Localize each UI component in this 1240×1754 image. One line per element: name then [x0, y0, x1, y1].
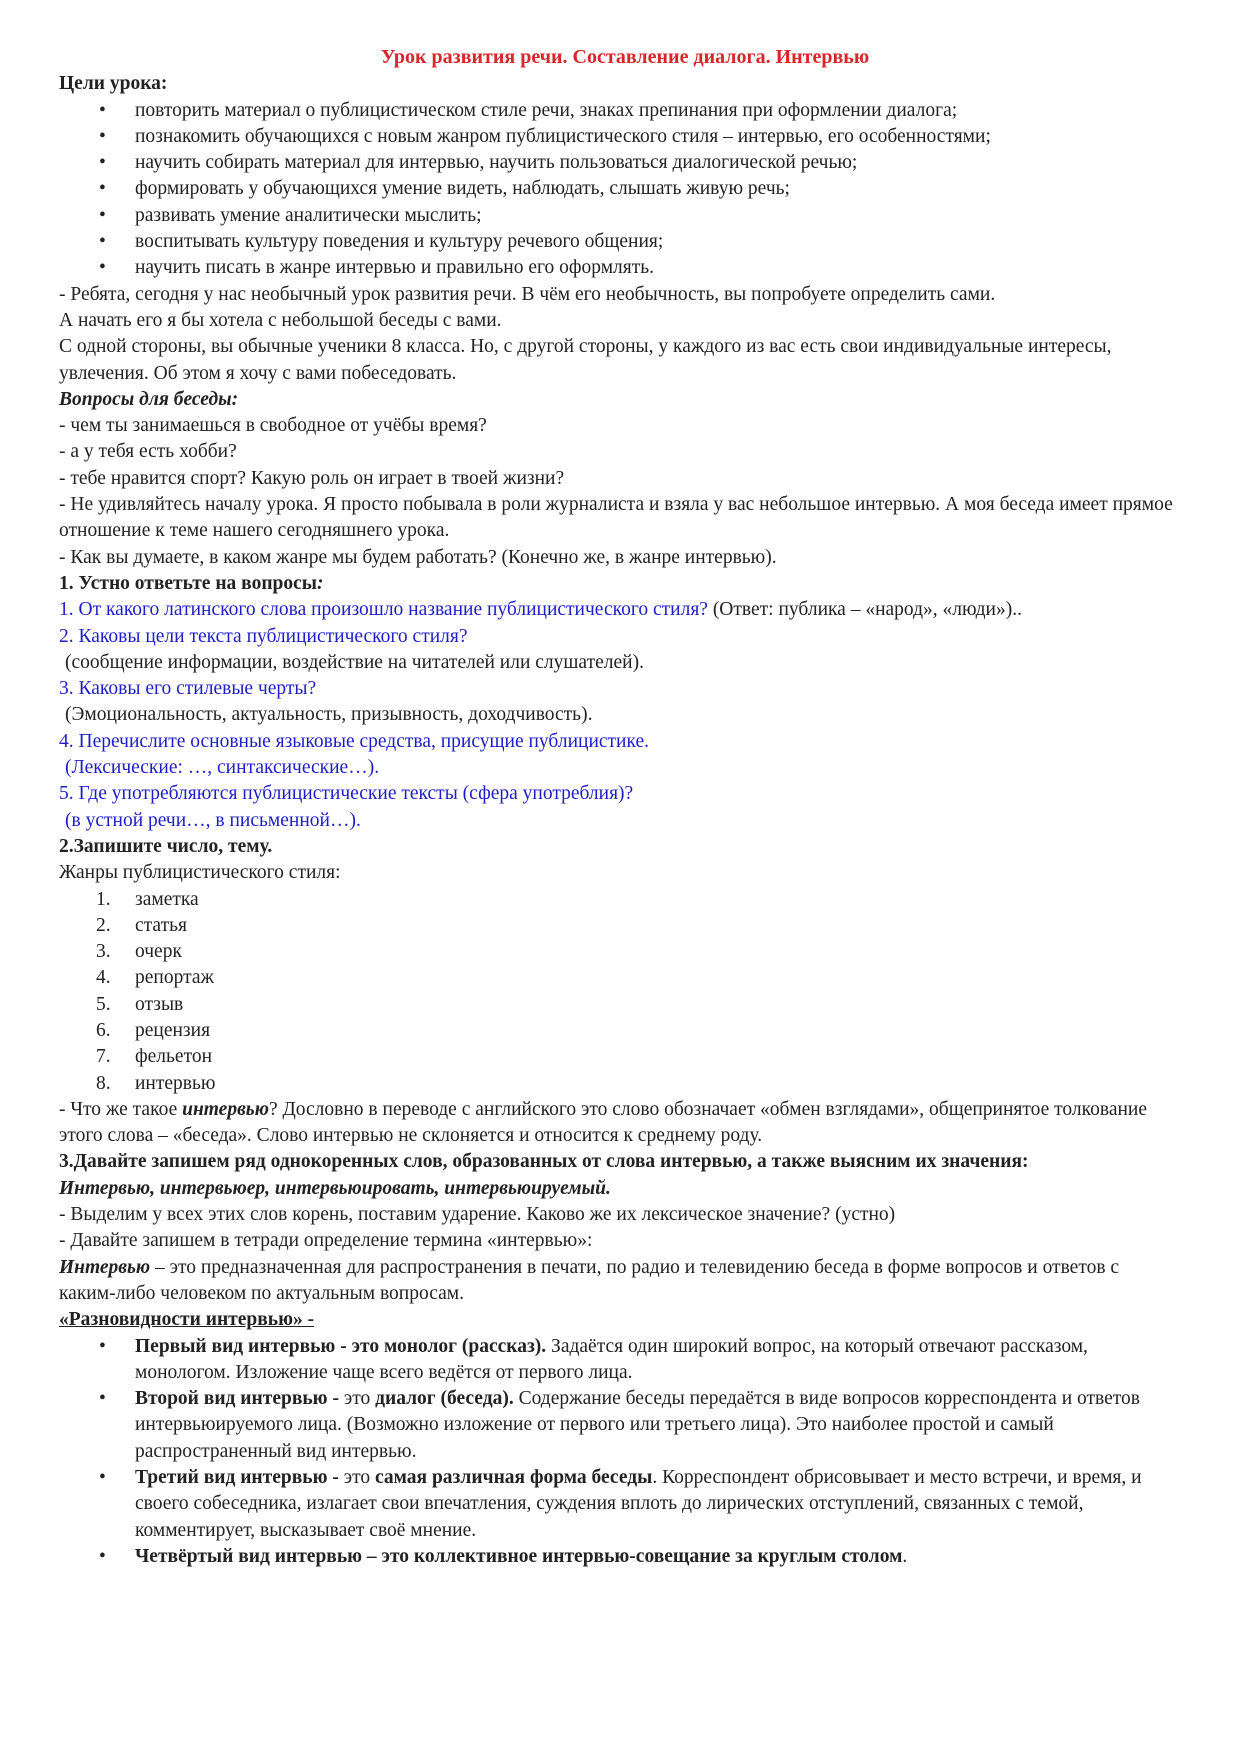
kinds-heading: «Разновидности интервью» - [59, 1309, 315, 1331]
conversation-question: - а у тебя есть хобби? [59, 441, 237, 463]
term: интервью [182, 1098, 269, 1120]
list-number: 5. [96, 993, 111, 1015]
list-item: • познакомить обучающихся с новым жанром публицистического стиля – интервью, его особенностями; [59, 124, 1179, 150]
task1-question-4: 4. Перечислите основные языковые средства, присущие публицистике. [59, 730, 650, 752]
term: Интервью [59, 1256, 151, 1278]
kind-text: это [338, 1388, 376, 1410]
list-label: репортаж [135, 967, 214, 989]
list-number: 7. [96, 1046, 111, 1068]
conversation-question: - чем ты занимаешься в свободное от учёбы время? [59, 415, 487, 437]
list-label: очерк [135, 941, 182, 963]
kind-text-2: . Корреспондент обрисовывает и место встречи, и время, и своего собеседника, излагает свои впечатления, суждения вплоть до лирических отступлений, связанных с темой, комментирует, высказывает своё мнение. [135, 1467, 1142, 1541]
task1-answer-2: (сообщение информации, воздействие на читателей или слушателей). [65, 651, 644, 673]
list-label: рецензия [135, 1019, 211, 1041]
paragraph: - Давайте запишем в тетради определение термина «интервью»: [59, 1230, 593, 1252]
paragraph: - Выделим у всех этих слов корень, поставим ударение. Каково же их лексическое значение? (устно) [59, 1204, 896, 1226]
list-item: • развивать умение аналитически мыслить; [59, 203, 1179, 229]
text: ? Дословно в переводе с английского это слово обозначает «обмен взглядами», общепринятое толкование этого слова – «беседа». Слово интервью не склоняется и относится к среднему роду. [59, 1098, 1148, 1147]
list-item [59, 887, 1179, 913]
intro-paragraph: - Ребята, сегодня у нас необычный урок развития речи. В чём его необычность, вы попробуете определить сами. [59, 283, 996, 305]
text: - Что же такое [59, 1098, 183, 1120]
list-item: • воспитывать культуру поведения и культуру речевого общения; [59, 229, 1179, 255]
page-title: Урок развития речи. Составление диалога. Интервью [380, 46, 870, 68]
list-item: • повторить материал о публицистическом стиле речи, знаках препинания при оформлении диалога; [59, 98, 1179, 124]
list-item [59, 913, 1179, 939]
list-item [59, 1386, 1179, 1465]
task1-question-1 [59, 597, 1179, 623]
kind-title: Четвёртый вид интервью – это коллективное интервью-совещание за круглым столом [135, 1545, 903, 1567]
kind-text-2: Содержание беседы передаётся в виде вопросов корреспондента и ответов интервьюируемого лица. (Возможно изложение от первого или третьего лица). Это наиболее простой и самый распространенный вид интервью. [135, 1388, 1141, 1462]
task1-question-5: 5. Где употребляются публицистические тексты (сфера употреблия)? [59, 783, 634, 805]
list-label: статья [135, 914, 187, 936]
kind-title-2: самая различная форма беседы [375, 1467, 653, 1489]
list-number: 4. [96, 967, 111, 989]
task1-question-3: 3. Каковы его стилевые черты? [59, 678, 317, 700]
list-number: 6. [96, 1019, 111, 1041]
cognate-words: Интервью, интервьюер, интервьюировать, интервьюируемый. [59, 1177, 611, 1199]
list-item [59, 1334, 1179, 1387]
list-number: 1. [96, 888, 111, 910]
list-item: • формировать у обучающихся умение видеть, наблюдать, слышать живую речь; [59, 176, 1179, 202]
task1-answer-5: (в устной речи…, в письменной…). [65, 809, 361, 831]
list-number: 3. [96, 941, 111, 963]
paragraph: - Не удивляйтесь началу урока. Я просто побывала в роли журналиста и взяла у вас небольшое интервью. А моя беседа имеет прямое отношение к теме нашего сегодняшнего урока. [59, 494, 1173, 542]
kind-title: Первый вид интервью - это монолог (рассказ). [135, 1335, 547, 1357]
list-label: заметка [135, 888, 199, 910]
list-item [59, 1044, 1179, 1070]
list-item: • научить собирать материал для интервью, научить пользоваться диалогической речью; [59, 150, 1179, 176]
task1-heading-text: 1. Устно ответьте на вопросы [59, 572, 318, 594]
task1-heading [59, 571, 1179, 597]
task1-heading-colon: : [317, 572, 324, 594]
kind-title-2: диалог (беседа). [375, 1388, 514, 1410]
list-number: 8. [96, 1072, 111, 1094]
list-item [59, 1544, 1179, 1570]
goals-list [59, 98, 1179, 282]
interview-definition-paragraph [59, 1097, 1179, 1150]
goals-heading: Цели урока: [59, 73, 168, 95]
list-item [59, 965, 1179, 991]
genres-list [59, 887, 1179, 1097]
kind-title: Третий вид интервью - [135, 1467, 339, 1489]
list-label: отзыв [135, 993, 184, 1015]
definition-paragraph [59, 1255, 1179, 1308]
genres-heading: Жанры публицистического стиля: [59, 862, 341, 884]
list-item [59, 1018, 1179, 1044]
kind-title: Второй вид интервью - [135, 1388, 339, 1410]
list-item: • научить писать в жанре интервью и правильно его оформлять. [59, 255, 1179, 281]
list-item [59, 939, 1179, 965]
intro-paragraph: С одной стороны, вы обычные ученики 8 класса. Но, с другой стороны, у каждого из вас есть свои индивидуальные интересы, увлечения. Об этом я хочу с вами побеседовать. [59, 336, 1112, 384]
intro-paragraph: А начать его я бы хотела с небольшой беседы с вами. [59, 309, 502, 331]
answer-text: (Ответ: публика – «народ», «люди»).. [707, 599, 1022, 621]
list-item [59, 1465, 1179, 1544]
list-label: фельетон [135, 1046, 213, 1068]
task1-answer-3: (Эмоциональность, актуальность, призывность, доходчивость). [65, 704, 593, 726]
paragraph: - Как вы думаете, в каком жанре мы будем работать? (Конечно же, в жанре интервью). [59, 546, 777, 568]
task1-answer-4: (Лексические: …, синтаксические…). [65, 757, 380, 779]
kind-text: это [338, 1467, 375, 1489]
conversation-heading: Вопросы для беседы: [59, 388, 239, 410]
text: – это предназначенная для распространения в печати, по радио и телевидению беседа в форме вопросов и ответов с каким-либо человеком по актуальным вопросам. [59, 1256, 1120, 1304]
kind-text: . [902, 1545, 908, 1567]
conversation-question: - тебе нравится спорт? Какую роль он играет в твоей жизни? [59, 467, 565, 489]
kind-text: Задаётся один широкий вопрос, на который отвечают рассказом, монологом. Изложение чаще всего ведётся от первого лица. [135, 1335, 1088, 1383]
document-body [59, 44, 1179, 1570]
question-text: 1. От какого латинского слова произошло название публицистического стиля? [59, 599, 708, 621]
list-number: 2. [96, 914, 111, 936]
kinds-list [59, 1334, 1179, 1571]
task1-question-2: 2. Каковы цели текста публицистического стиля? [59, 625, 468, 647]
task2-heading: 2.Запишите число, тему. [59, 835, 273, 857]
list-label: интервью [135, 1072, 216, 1094]
list-item [59, 992, 1179, 1018]
list-item [59, 1071, 1179, 1097]
task3-heading: 3.Давайте запишем ряд однокоренных слов, образованных от слова интервью, а также выясним их значения: [59, 1151, 1029, 1173]
